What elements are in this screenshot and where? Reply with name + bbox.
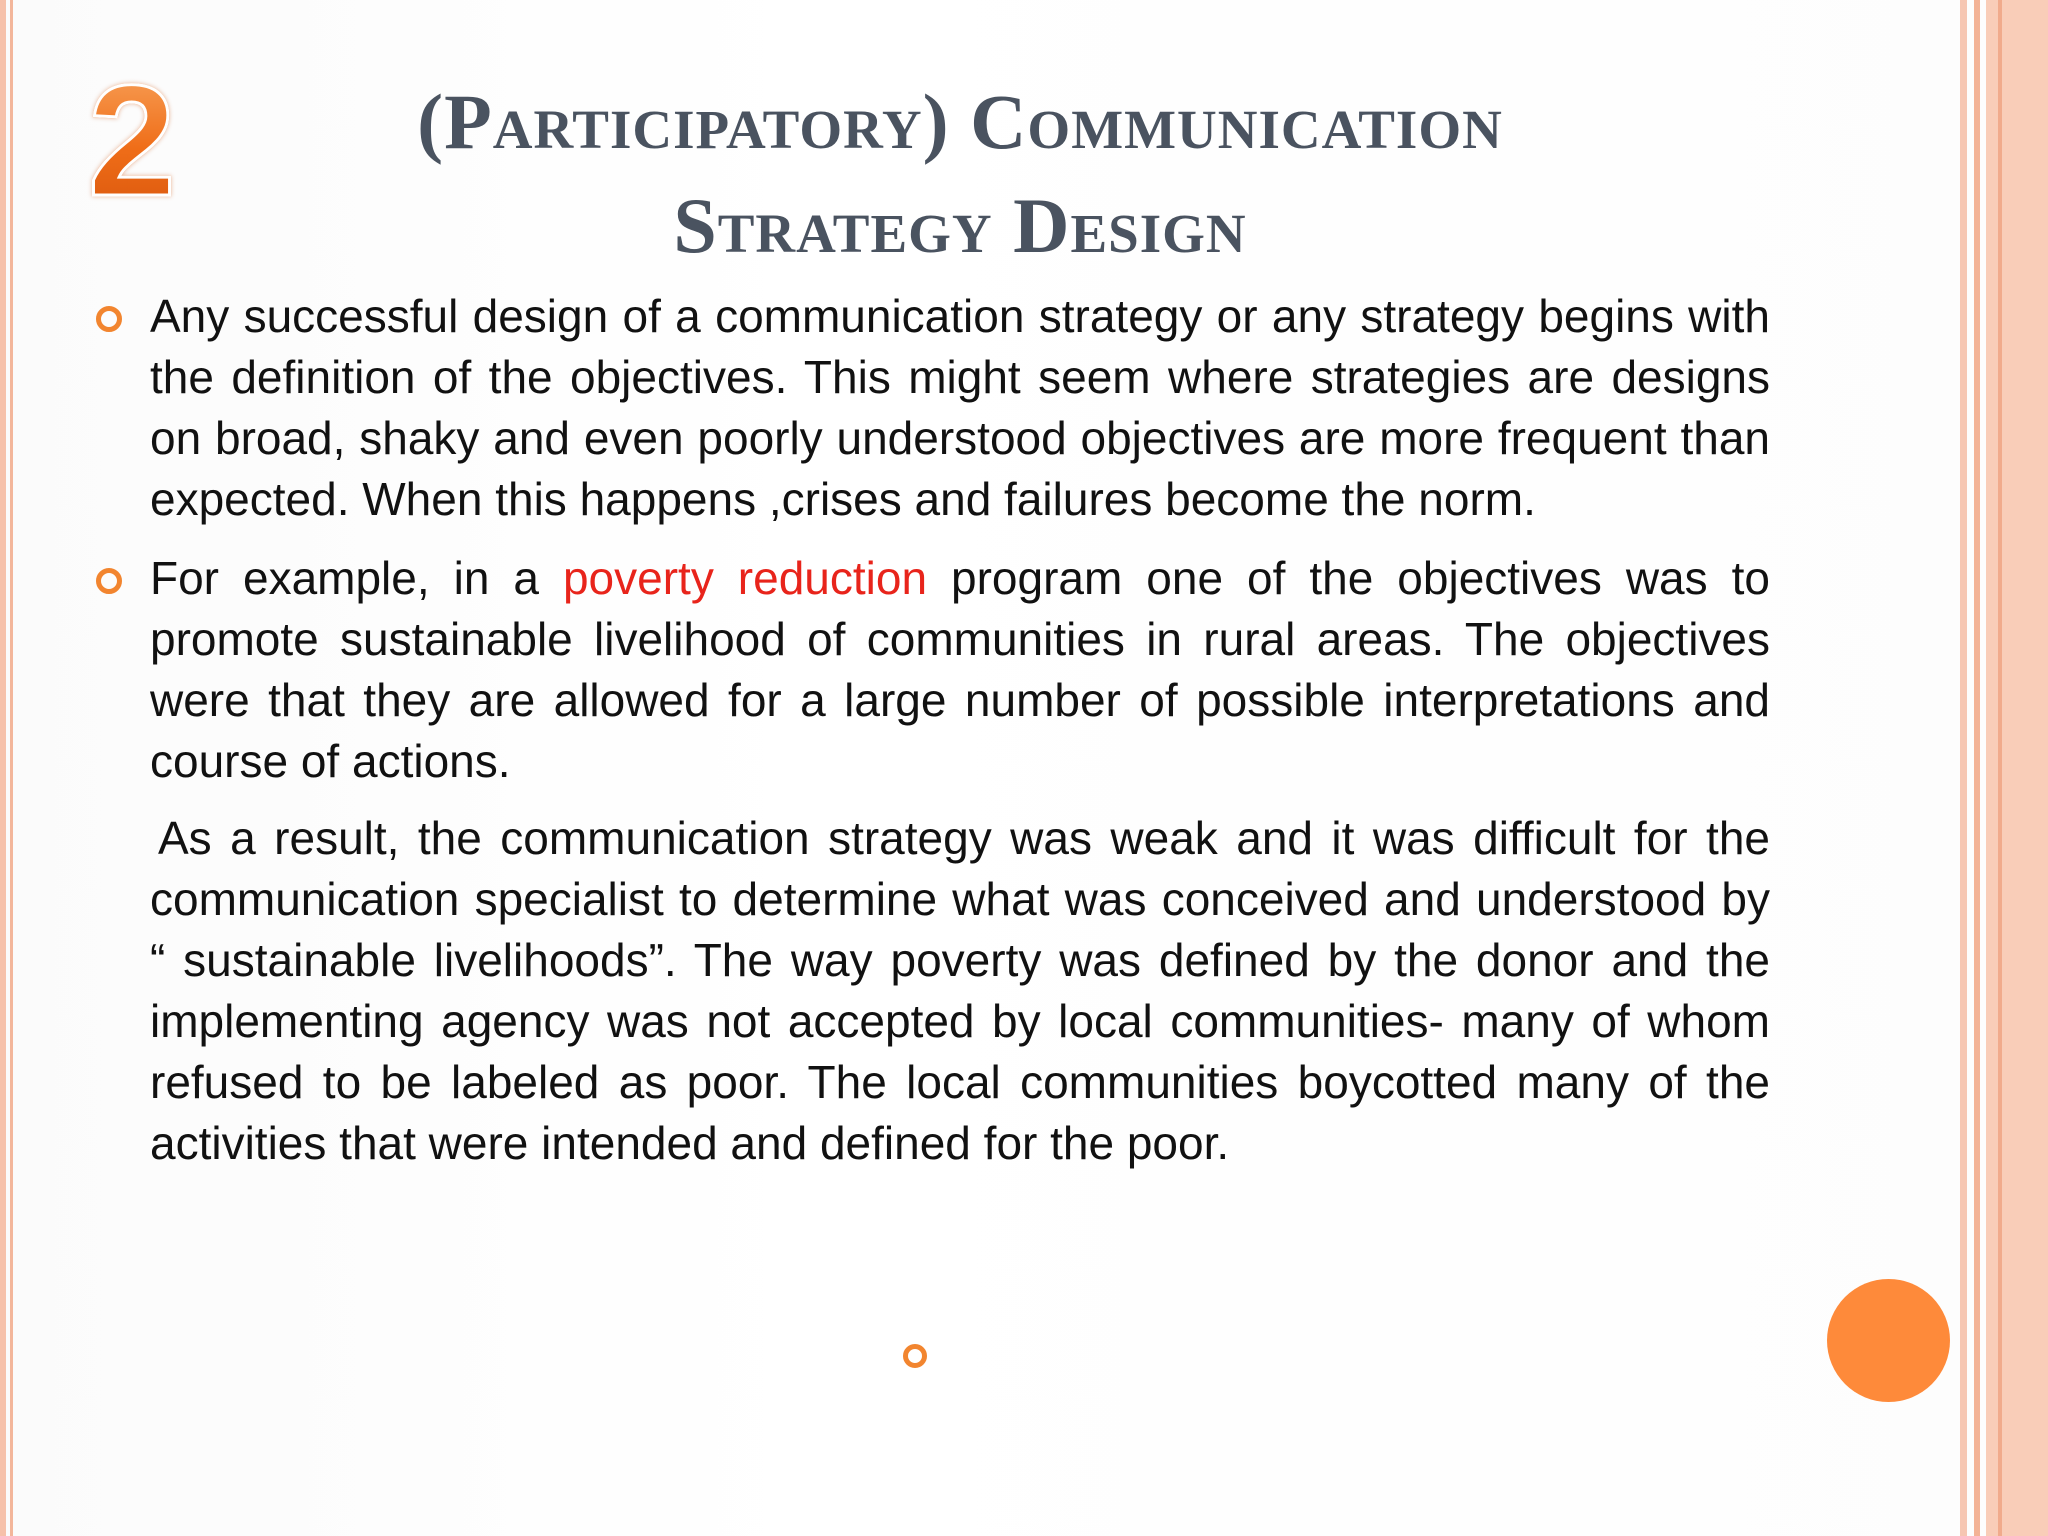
hollow-circle-bullet-icon [96, 306, 122, 332]
empty-bullet-icon [903, 1344, 927, 1368]
paragraph-1-text: Any successful design of a communication strategy or any strategy begins with the definition of the objectives. This might seem where strategies are designs on broad, shaky and even poorly understood objectives are more frequent than expected. When this happens ,crises and failures become the norm. [150, 290, 1770, 525]
bullet-paragraph-2 [96, 548, 1770, 792]
paragraph-3 [96, 808, 1770, 1174]
right-stripe [1960, 0, 1967, 1536]
right-border-band [1986, 0, 2048, 1536]
title-line-1: (Participatory) Communication [417, 78, 1503, 165]
filled-circle-icon [1827, 1279, 1950, 1402]
title-line-2: Strategy Design [673, 182, 1247, 269]
right-stripe-thin [1974, 0, 1980, 1536]
paragraph-2-text-start: For example, in a [150, 552, 563, 604]
slide-title [260, 70, 1660, 278]
hollow-circle-bullet-icon [96, 568, 122, 594]
paragraph-3-text: As a result, the communication strategy was weak and it was difficult for the communication specialist to determine what was conceived and understood by “ sustainable livelihoods”. The way poverty was defined by the donor and the implementing agency was not accepted by local communities- many of whom refused to be labeled as poor. The local communities boycotted many of the activities that were intended and defined for the poor. [150, 812, 1770, 1169]
right-border-line [1998, 0, 2002, 1536]
highlighted-term: poverty reduction [562, 552, 928, 604]
slide-body [96, 286, 1770, 1174]
paragraph-2-text-end: program one of the objectives was to promote sustainable livelihood of communities in rural areas. The objectives were that they are allowed for a large number of possible interpretations and course of actions. [150, 552, 1770, 787]
left-stripe-thin [10, 0, 13, 1536]
bullet-paragraph-1 [96, 286, 1770, 530]
left-stripe [0, 0, 6, 1536]
slide-number: 2 [88, 53, 176, 229]
